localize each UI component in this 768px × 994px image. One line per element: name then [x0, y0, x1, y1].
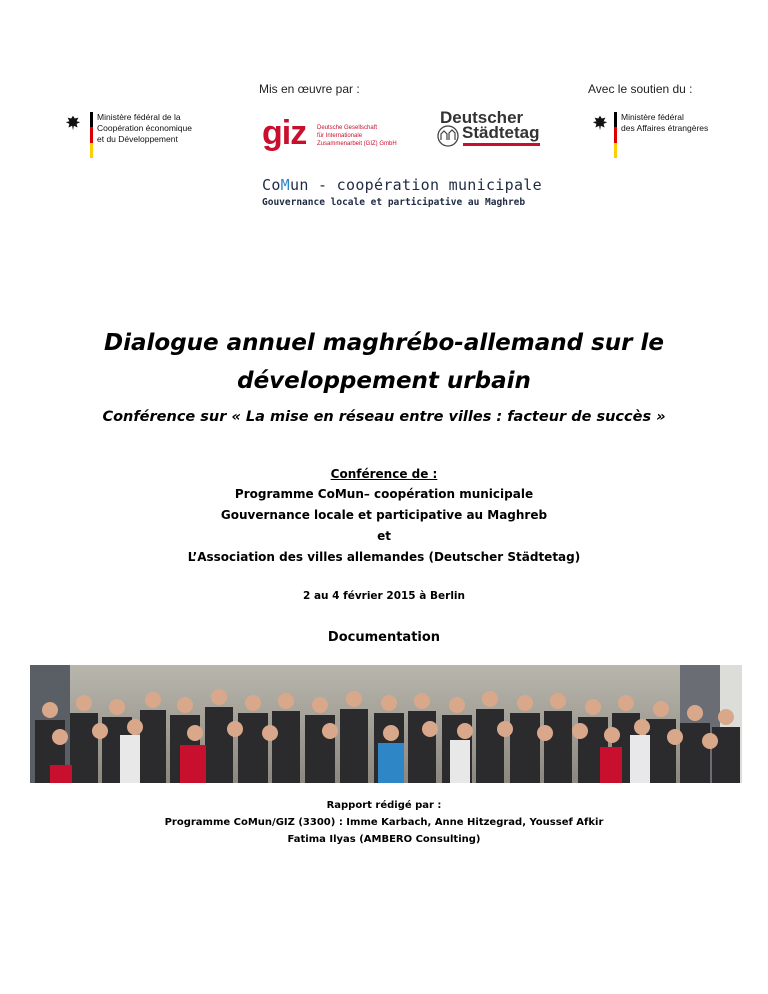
conference-heading: Conférence de : [330, 467, 438, 481]
giz-line-3: Zusammenarbeit (GIZ) GmbH [317, 141, 397, 147]
bmz-line-2: Coopération économique [97, 123, 192, 133]
giz-wordmark: giz [262, 114, 307, 152]
staedtetag-logo [436, 110, 546, 155]
city-crest-icon [436, 125, 460, 147]
report-line-1: Programme CoMun/GIZ (3300) : Imme Karbach, Anne Hitzegrad, Youssef Afkir [164, 817, 604, 828]
bmz-line-3: et du Développement [97, 134, 178, 144]
bmz-logo [64, 112, 204, 162]
comun-title [262, 176, 542, 194]
report-heading: Rapport rédigé par : [326, 800, 442, 811]
german-flag-bar [90, 112, 93, 158]
report-line-2: Fatima Ilyas (AMBERO Consulting) [287, 834, 481, 845]
subtitle: Conférence sur « La mise en réseau entre villes : facteur de succès » [102, 409, 666, 425]
comun-subtitle: Gouvernance locale et participative au Maghreb [262, 197, 526, 208]
documentation-label: Documentation [327, 630, 441, 645]
aa-line-1: Ministère fédéral [621, 112, 684, 122]
conference-line-4: L’Association des villes allemandes (Deutscher Städtetag) [187, 550, 581, 564]
title-line-1: Dialogue annuel maghrébo-allemand sur le [104, 330, 664, 356]
federal-eagle-icon [64, 114, 82, 132]
staedtetag-line-1: Deutscher [440, 108, 524, 127]
aa-logo [591, 112, 731, 162]
federal-eagle-icon [591, 114, 609, 132]
conference-line-2: Gouvernance locale et participative au Maghreb [220, 508, 548, 522]
conference-date: 2 au 4 février 2015 à Berlin [302, 590, 465, 602]
german-flag-bar [614, 112, 617, 158]
giz-logo [262, 112, 422, 157]
conference-line-1: Programme CoMun– coopération municipale [234, 487, 534, 501]
comun-co: Co [262, 176, 281, 194]
conference-line-3: et [377, 529, 391, 543]
comun-rest: un - coopération municipale [290, 176, 542, 194]
implemented-by-label: Mis en œuvre par : [259, 82, 360, 96]
bmz-line-1: Ministère fédéral de la [97, 112, 181, 122]
group-photo [30, 665, 742, 783]
giz-line-1: Deutsche Gesellschaft [317, 125, 378, 131]
staedtetag-red-rule [463, 143, 540, 146]
giz-line-2: für Internationale [317, 133, 363, 139]
staedtetag-line-2: Städtetag [462, 123, 540, 142]
supported-by-label: Avec le soutien du : [588, 82, 693, 96]
aa-line-2: des Affaires étrangères [621, 123, 709, 133]
comun-m: M [280, 176, 291, 194]
title-line-2: développement urbain [237, 368, 531, 394]
